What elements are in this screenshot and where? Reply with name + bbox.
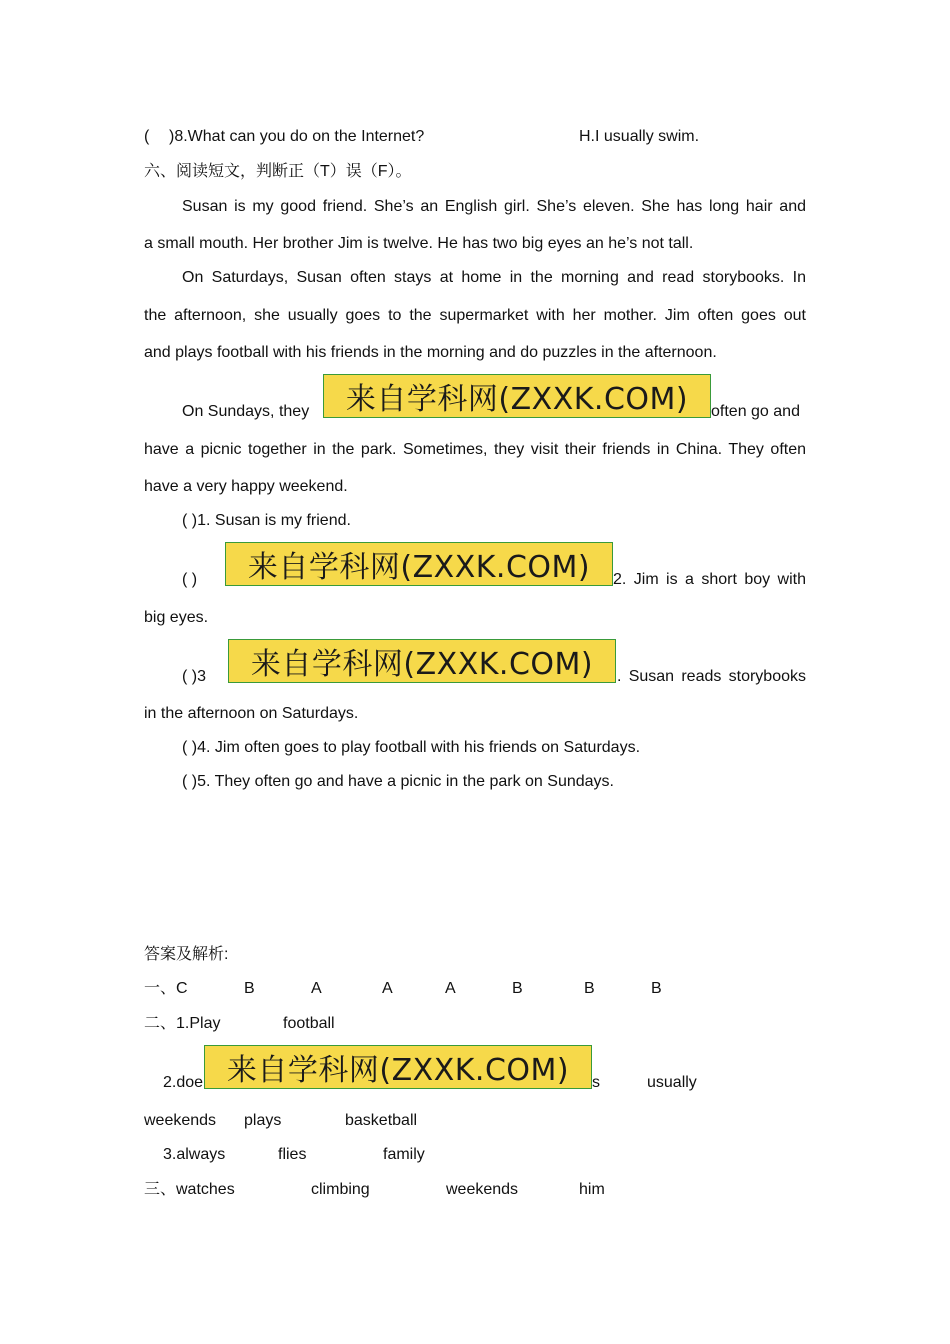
question-2-cont: big eyes. bbox=[144, 609, 209, 626]
question-3-paren: ( )3 bbox=[182, 668, 206, 685]
question-text: . Susan reads storybooks bbox=[617, 668, 806, 685]
watermark-logo: 来自学科网(ZXXK.COM) bbox=[323, 374, 711, 418]
passage-text: have a picnic together in the park. Sometimes, they visit their friends in China. They often bbox=[144, 441, 806, 458]
passage-line: often go and bbox=[711, 403, 800, 420]
question-4: ( )4. Jim often goes to play football with his friends on Saturdays. bbox=[182, 739, 641, 756]
passage-line bbox=[144, 440, 806, 460]
section-heading: 六、阅读短文，判断正（T）误（F）。 bbox=[144, 163, 412, 180]
answer-item: 2.doe bbox=[163, 1074, 204, 1091]
question-8: )8.What can you do on the Internet? bbox=[169, 128, 425, 145]
passage-text: the afternoon, she usually goes to the supermarket with her mother. Jim often goes out bbox=[144, 307, 806, 324]
answer-item: flies bbox=[278, 1146, 307, 1163]
passage-line: and plays football with his friends in the morning and do puzzles in the afternoon. bbox=[144, 344, 717, 361]
passage-line bbox=[182, 197, 806, 217]
answer-item: B bbox=[512, 980, 523, 997]
passage-line: a small mouth. Her brother Jim is twelve. He has two big eyes an he’s not tall. bbox=[144, 235, 694, 252]
answer-item: A bbox=[382, 980, 393, 997]
answer-item: weekends bbox=[446, 1181, 519, 1198]
answer-row-1-label: 一、C bbox=[144, 980, 188, 997]
answer-item: weekends bbox=[144, 1112, 217, 1129]
passage-line: On Sundays, they bbox=[182, 403, 310, 420]
watermark-logo: 来自学科网(ZXXK.COM) bbox=[228, 639, 616, 683]
answer-item: B bbox=[584, 980, 595, 997]
answer-item: A bbox=[445, 980, 456, 997]
answer-item: B bbox=[651, 980, 662, 997]
watermark-logo: 来自学科网(ZXXK.COM) bbox=[225, 542, 613, 586]
answers-title: 答案及解析: bbox=[144, 946, 229, 963]
question-1: ( )1. Susan is my friend. bbox=[182, 512, 351, 529]
question-2 bbox=[613, 570, 806, 590]
passage-line bbox=[144, 306, 806, 326]
answer-item: football bbox=[283, 1015, 335, 1032]
answer-row-3-label: 三、watches bbox=[144, 1181, 235, 1198]
answer-item: plays bbox=[244, 1112, 282, 1129]
option-h: H.I usually swim. bbox=[579, 128, 700, 145]
answer-item: him bbox=[579, 1181, 605, 1198]
answer-item: family bbox=[383, 1146, 425, 1163]
passage-line: have a very happy weekend. bbox=[144, 478, 348, 495]
answer-item: usually bbox=[647, 1074, 697, 1091]
question-5: ( )5. They often go and have a picnic in the park on Sundays. bbox=[182, 773, 614, 790]
answer-item: basketball bbox=[345, 1112, 418, 1129]
answer-row-2-label: 二、1.Play bbox=[144, 1015, 221, 1032]
question-8-paren: ( bbox=[144, 128, 150, 145]
passage-text: Susan is my good friend. She’s an English girl. She’s eleven. She has long hair and bbox=[182, 198, 806, 215]
answer-item: A bbox=[311, 980, 322, 997]
question-3 bbox=[617, 667, 806, 687]
question-2-paren: ( ) bbox=[182, 571, 198, 588]
watermark-logo: 来自学科网(ZXXK.COM) bbox=[204, 1045, 592, 1089]
passage-text: On Saturdays, Susan often stays at home in the morning and read storybooks. In bbox=[182, 269, 806, 286]
question-3-cont: in the afternoon on Saturdays. bbox=[144, 705, 359, 722]
answer-item: climbing bbox=[311, 1181, 370, 1198]
answer-item: B bbox=[244, 980, 255, 997]
passage-line bbox=[182, 268, 806, 288]
question-text: 2. Jim is a short boy with bbox=[613, 571, 806, 588]
answer-item: 3.always bbox=[163, 1146, 226, 1163]
answer-item: s bbox=[592, 1074, 600, 1091]
